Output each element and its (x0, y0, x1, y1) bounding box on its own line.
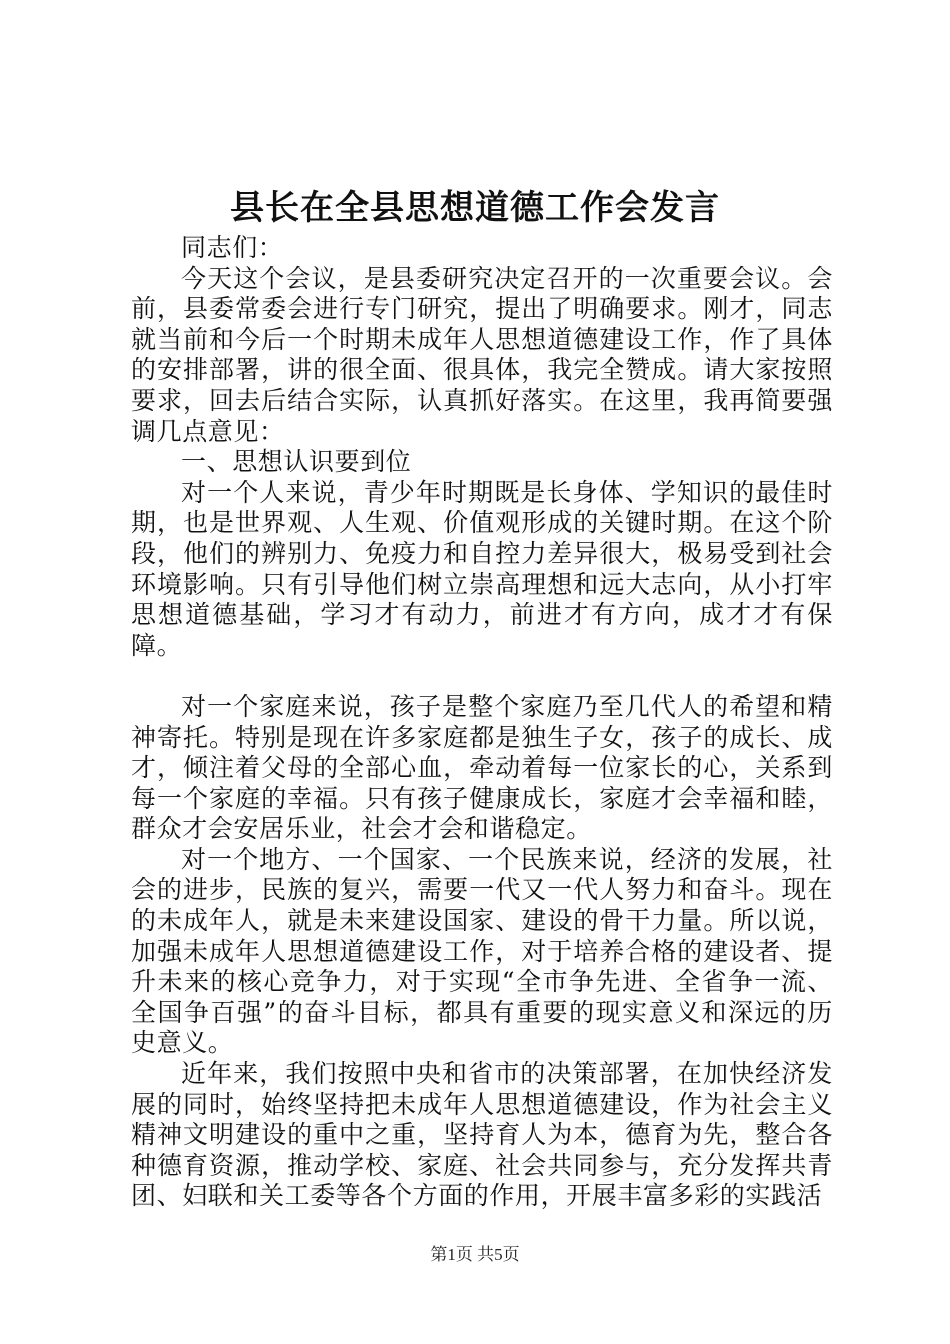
document-title: 县长在全县思想道德工作会发言 (230, 188, 720, 228)
paragraph: 对一个人来说，青少年时期既是长身体、学知识的最佳时期，也是世界观、人生观、价值观形成的关键时期。在这个阶段，他们的辨别力、免疫力和自控力差异很大，极易受到社会环境影响。只有引导他们树立崇高理想和远大志向，从小打牢思想道德基础，学习才有动力，前进才有方向，成才才有保障。 (131, 477, 833, 660)
paragraph: 对一个地方、一个国家、一个民族来说，经济的发展，社会的进步，民族的复兴，需要一代又一代人努力和奋斗。现在的未成年人，就是未来建设国家、建设的骨干力量。所以说，加强未成年人思想道德建设工作，对于培养合格的建设者、提升未来的核心竞争力，对于实现“全市争先进、全省争一流、全国争百强”的奋斗目标，都具有重要的现实意义和深远的历史意义。 (131, 844, 833, 1058)
salutation: 同志们： (181, 233, 284, 262)
page-footer: 第1页 共5页 (430, 1245, 520, 1264)
document-body (131, 233, 833, 1212)
paragraph: 近年来，我们按照中央和省市的决策部署，在加快经济发展的同时，始终坚持把未成年人思想道德建设，作为社会主义精神文明建设的重中之重，坚持育人为本，德育为先，整合各种德育资源，推动学校、家庭、社会共同参与，充分发挥共青团、妇联和关工委等各个方面的作用，开展丰富多彩的实践活 (131, 1059, 833, 1211)
section-heading: 一、思想认识要到位 (181, 447, 412, 477)
paragraph: 对一个家庭来说，孩子是整个家庭乃至几代人的希望和精神寄托。特别是现在许多家庭都是独生子女，孩子的成长、成才，倾注着父母的全部心血，牵动着每一位家长的心，关系到每一个家庭的幸福。只有孩子健康成长，家庭才会幸福和睦，群众才会安居乐业，社会才会和谐稳定。 (131, 691, 833, 844)
paragraph-intro: 今天这个会议，是县委研究决定召开的一次重要会议。会前，县委常委会进行专门研究，提出了明确要求。刚才，同志就当前和今后一个时期未成年人思想道德建设工作，作了具体的安排部署，讲的很全面、很具体，我完全赞成。请大家按照要求，回去后结合实际，认真抓好落实。在这里，我再简要强调几点意见： (131, 263, 833, 446)
